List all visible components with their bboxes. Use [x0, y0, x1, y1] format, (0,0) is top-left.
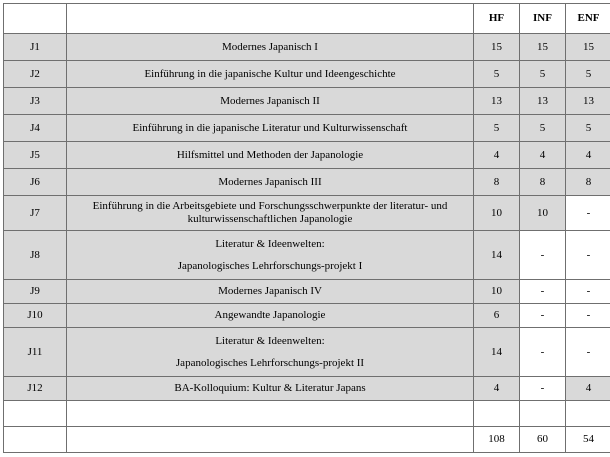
- total-hf: 108: [474, 427, 520, 453]
- row-title-spacer: [67, 251, 473, 260]
- row-hf: 13: [474, 88, 520, 115]
- row-code: J9: [4, 280, 67, 304]
- row-code: J3: [4, 88, 67, 115]
- row-title: Hilfsmittel und Methoden der Japanologie: [67, 142, 474, 169]
- total-enf: 54: [566, 427, 610, 453]
- row-enf: 15: [566, 34, 610, 61]
- row-title-line-2: Japanologisches Lehrforschungs-projekt II: [175, 356, 365, 369]
- row-inf: 13: [520, 88, 566, 115]
- row-enf: 5: [566, 61, 610, 88]
- empty-cell: [566, 401, 610, 427]
- row-code: J1: [4, 34, 67, 61]
- table-row: [4, 169, 610, 196]
- row-code: J8: [4, 231, 67, 280]
- row-title: Modernes Japanisch IV: [67, 280, 474, 304]
- row-title-line-2: kulturwissenschaftlichen Japanologie: [187, 213, 353, 225]
- totals-label-cell: [67, 427, 474, 453]
- row-enf: 8: [566, 169, 610, 196]
- header-enf: ENF: [566, 4, 610, 34]
- row-hf: 4: [474, 377, 520, 401]
- row-title: Modernes Japanisch III: [67, 169, 474, 196]
- row-inf: -: [520, 377, 566, 401]
- row-enf: 4: [566, 142, 610, 169]
- row-title-line-2: Japanologisches Lehrforschungs-projekt I: [177, 259, 363, 272]
- row-title: [67, 328, 474, 377]
- table-row: [4, 115, 610, 142]
- row-enf: -: [566, 196, 610, 231]
- row-enf: -: [566, 231, 610, 280]
- header-row: [4, 4, 610, 34]
- row-title: Einführung in die japanische Literatur und Kulturwissenschaft: [67, 115, 474, 142]
- row-title: Einführung in die japanische Kultur und Ideengeschichte: [67, 61, 474, 88]
- total-inf: 60: [520, 427, 566, 453]
- row-code: J11: [4, 328, 67, 377]
- table-row: [4, 34, 610, 61]
- row-code: J12: [4, 377, 67, 401]
- row-title-line-1: Einführung in die Arbeitsgebiete und Forschungsschwerpunkte der literatur- und: [92, 200, 448, 212]
- empty-cell: [520, 401, 566, 427]
- row-title-line-1: Literatur & Ideenwelten:: [215, 237, 325, 250]
- row-code: J5: [4, 142, 67, 169]
- row-enf: 4: [566, 377, 610, 401]
- totals-row: [4, 427, 610, 453]
- empty-cell: [67, 401, 474, 427]
- row-hf: 5: [474, 61, 520, 88]
- table-row: [4, 231, 610, 280]
- row-enf: 5: [566, 115, 610, 142]
- row-hf: 5: [474, 115, 520, 142]
- table-row: [4, 142, 610, 169]
- row-code: J2: [4, 61, 67, 88]
- empty-row: [4, 401, 610, 427]
- row-code: J6: [4, 169, 67, 196]
- row-inf: -: [520, 328, 566, 377]
- row-hf: 10: [474, 196, 520, 231]
- row-title: Angewandte Japanologie: [67, 304, 474, 328]
- table-row: [4, 377, 610, 401]
- table-row: [4, 196, 610, 231]
- row-inf: 15: [520, 34, 566, 61]
- header-hf: HF: [474, 4, 520, 34]
- row-title-line-1: Literatur & Ideenwelten:: [215, 334, 325, 347]
- row-hf: 4: [474, 142, 520, 169]
- row-hf: 6: [474, 304, 520, 328]
- row-title-spacer: [67, 348, 473, 357]
- row-inf: -: [520, 231, 566, 280]
- row-inf: 5: [520, 115, 566, 142]
- row-inf: -: [520, 280, 566, 304]
- empty-cell: [4, 401, 67, 427]
- row-title: [67, 196, 474, 231]
- table-row: [4, 280, 610, 304]
- row-title: BA-Kolloquium: Kultur & Literatur Japans: [67, 377, 474, 401]
- row-enf: -: [566, 280, 610, 304]
- row-hf: 10: [474, 280, 520, 304]
- header-course-cell: [67, 4, 474, 34]
- row-enf: -: [566, 304, 610, 328]
- table-row: [4, 88, 610, 115]
- row-inf: 10: [520, 196, 566, 231]
- empty-cell: [474, 401, 520, 427]
- row-enf: -: [566, 328, 610, 377]
- module-table: [3, 3, 610, 453]
- row-inf: 8: [520, 169, 566, 196]
- totals-code-cell: [4, 427, 67, 453]
- row-title: Modernes Japanisch I: [67, 34, 474, 61]
- row-inf: 4: [520, 142, 566, 169]
- row-inf: -: [520, 304, 566, 328]
- row-hf: 15: [474, 34, 520, 61]
- row-hf: 14: [474, 231, 520, 280]
- row-hf: 14: [474, 328, 520, 377]
- table-row: [4, 61, 610, 88]
- row-inf: 5: [520, 61, 566, 88]
- row-hf: 8: [474, 169, 520, 196]
- row-enf: 13: [566, 88, 610, 115]
- row-code: J7: [4, 196, 67, 231]
- row-code: J4: [4, 115, 67, 142]
- row-code: J10: [4, 304, 67, 328]
- table-row: [4, 304, 610, 328]
- table-row: [4, 328, 610, 377]
- row-title: [67, 231, 474, 280]
- header-code-cell: [4, 4, 67, 34]
- header-inf: INF: [520, 4, 566, 34]
- row-title: Modernes Japanisch II: [67, 88, 474, 115]
